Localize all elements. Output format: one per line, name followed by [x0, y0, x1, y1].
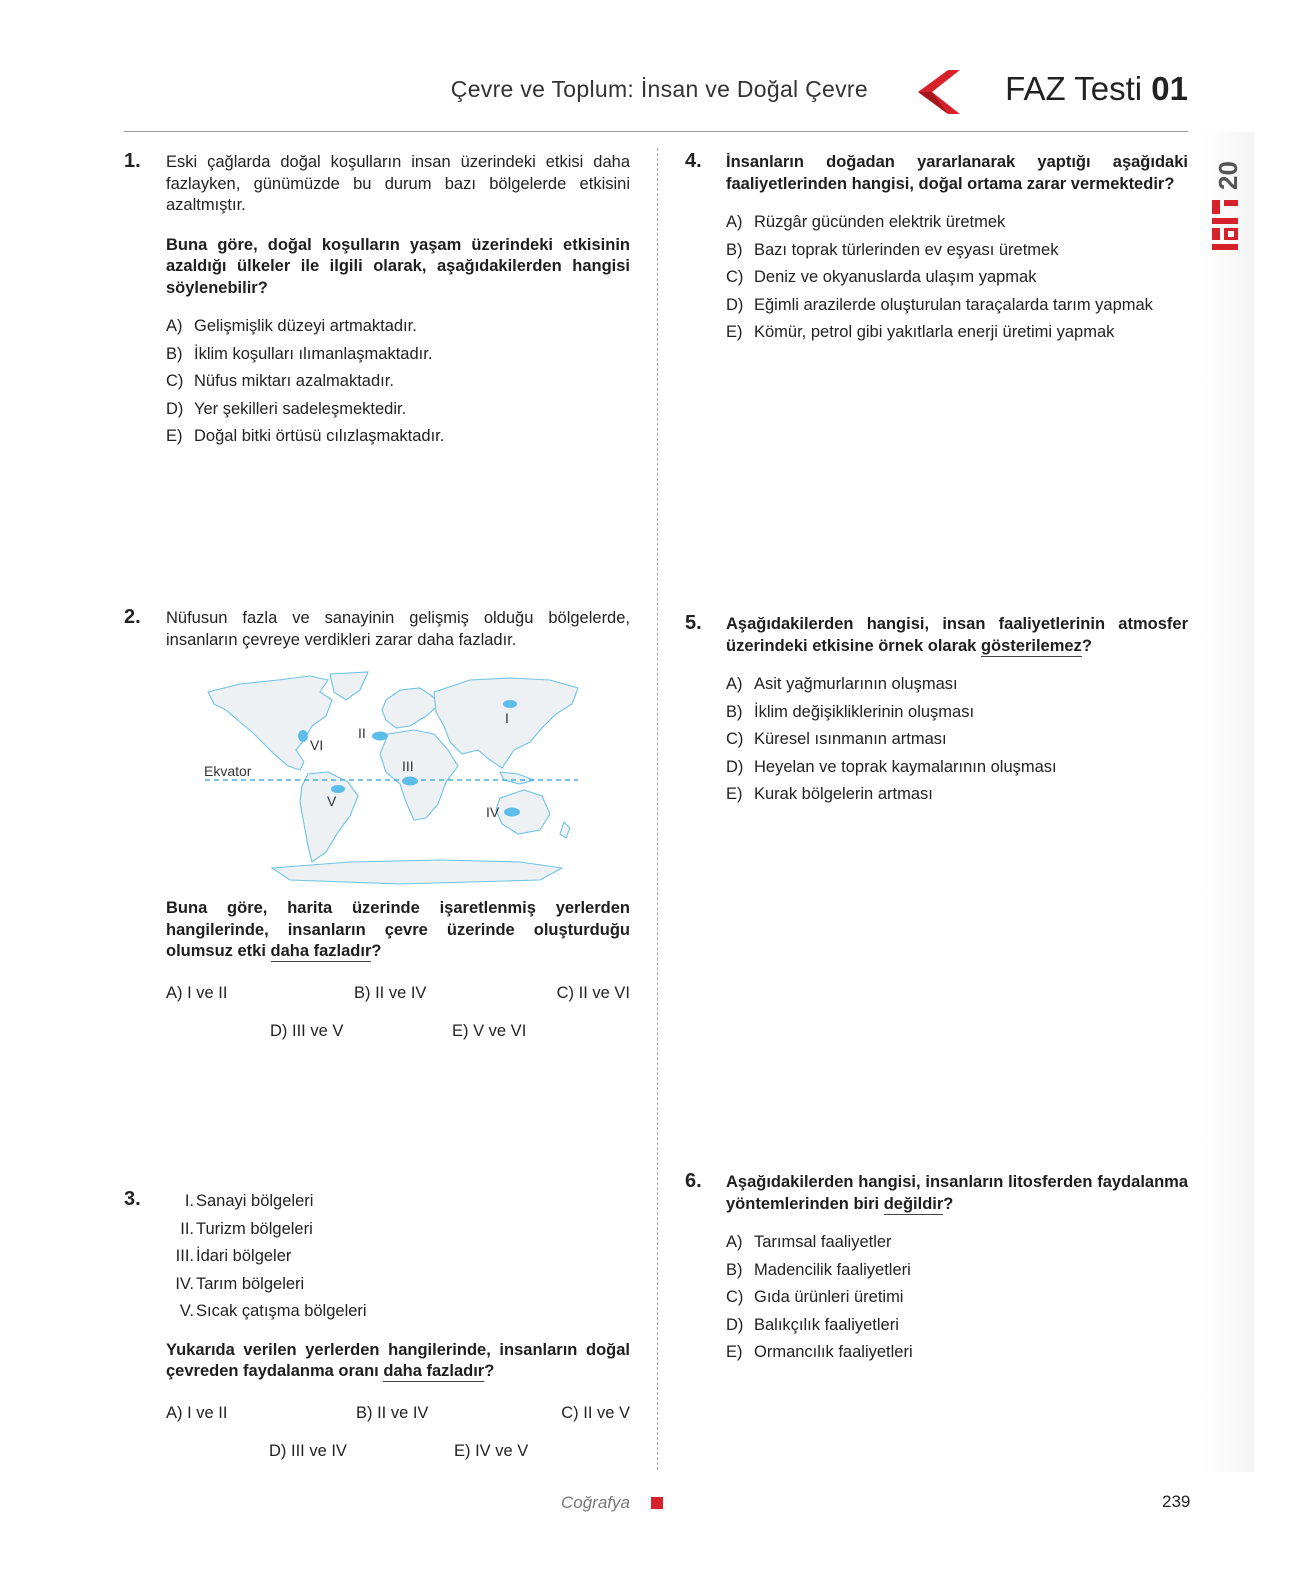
column-divider: [657, 148, 658, 1470]
marker-vi: [298, 730, 308, 742]
question-6-prompt: Aşağıdakilerden hangisi, insanların litosferden faydalanma yöntemlerinden biri değildir?: [726, 1173, 1188, 1213]
marker-label-iii: III: [402, 758, 414, 774]
question-4-number: 4.: [685, 150, 702, 172]
option-d[interactable]: D) Yer şekilleri sadeleşmektedir.: [166, 399, 407, 418]
option-e[interactable]: E) Doğal bitki örtüsü cılızlaşmaktadır.: [166, 427, 445, 445]
question-5: [726, 614, 1188, 809]
option-a[interactable]: A) Rüzgâr gücünden elektrik üretmek: [726, 213, 1006, 231]
option-a[interactable]: A) Tarımsal faaliyetler: [726, 1233, 892, 1251]
question-1-stem: Eski çağlarda doğal koşulların insan üzerindeki etkisi daha fazlayken, günümüzde bu durum bazı bölgelerde etkisini azaltmıştır.: [166, 153, 630, 214]
question-5-prompt: Aşağıdakilerden hangisi, insan faaliyetlerinin atmosfer üzerindeki etkisine örnek olarak gösterilemez?: [726, 615, 1188, 655]
header-subtitle: Çevre ve Toplum: İnsan ve Doğal Çevre: [450, 76, 868, 102]
question-1-options: [166, 313, 630, 451]
marker-label-v: V: [327, 793, 337, 809]
statement-iii: III. İdari bölgeler: [175, 1247, 292, 1265]
option-e[interactable]: E) Ormancılık faaliyetleri: [726, 1343, 913, 1361]
side-tab: [1200, 132, 1254, 1472]
question-6-options: [726, 1229, 1188, 1367]
header-divider: [124, 131, 1188, 132]
page-number: 239: [1162, 1492, 1191, 1511]
marker-iv: [504, 808, 520, 817]
question-2-prompt: Buna göre, harita üzerinde işaretlenmiş yerlerden hangilerinde, insanların çevre üzerinde oluşturduğu olumsuz etki daha fazladır?: [166, 899, 630, 960]
side-tab-number: 20: [1213, 161, 1243, 190]
option-c[interactable]: C) Gıda ürünleri üretimi: [726, 1288, 904, 1306]
marker-label-ii: II: [358, 725, 366, 741]
marker-ii: [372, 732, 388, 741]
equator-label: Ekvator: [204, 763, 252, 779]
test-number: 01: [1151, 70, 1188, 107]
test-title-prefix: FAZ Testi: [1005, 70, 1143, 107]
marker-v: [331, 785, 345, 793]
question-6: [726, 1172, 1188, 1367]
question-2-body: [166, 898, 630, 1063]
question-1-prompt: Buna göre, doğal koşulların yaşam üzerindeki etkisinin azaldığı ülkeler ile ilgili olarak, aşağıdakilerden hangisi söylenebilir?: [166, 235, 630, 297]
question-5-options: [726, 671, 1188, 809]
question-4: [726, 152, 1188, 347]
question-3-prompt: Yukarıda verilen yerlerden hangilerinde, insanların doğal çevreden faydalanma oranı daha fazladır?: [166, 1340, 630, 1380]
option-b[interactable]: B) Madencilik faaliyetleri: [726, 1260, 911, 1279]
option-b[interactable]: B) Bazı toprak türlerinden ev eşyası üretmek: [726, 240, 1059, 259]
option-b[interactable]: B) İklim koşulları ılımanlaşmaktadır.: [166, 344, 433, 363]
question-2-options: [166, 983, 630, 1063]
option-a[interactable]: A) Gelişmişlik düzeyi artmaktadır.: [166, 317, 417, 335]
question-2: [166, 608, 630, 651]
question-2-number: 2.: [124, 606, 141, 628]
question-4-prompt: İnsanların doğadan yararlanarak yaptığı aşağıdaki faaliyetlerinden hangisi, doğal ortama zarar vermektedir?: [726, 153, 1188, 193]
option-c[interactable]: C) Küresel ısınmanın artması: [726, 730, 947, 748]
statement-i: I. Sanayi bölgeleri: [184, 1192, 314, 1210]
marker-i: [503, 700, 517, 708]
option-c[interactable]: C) II ve V: [561, 1403, 630, 1422]
chevron-left-icon: [910, 68, 960, 116]
question-1: [166, 152, 630, 451]
question-3-number: 3.: [124, 1188, 141, 1210]
question-5-number: 5.: [685, 612, 702, 634]
option-d[interactable]: D) III ve IV: [269, 1441, 347, 1460]
page-header: [124, 62, 1188, 134]
option-e[interactable]: E) Kurak bölgelerin artması: [726, 785, 933, 803]
world-map-graphic: [200, 670, 600, 900]
question-3-items: [166, 1188, 630, 1326]
question-2-stem: Nüfusun fazla ve sanayinin gelişmiş olduğu bölgelerde, insanların çevreye verdikleri zarar daha fazladır.: [166, 609, 630, 649]
option-a[interactable]: A) I ve II: [166, 1403, 228, 1422]
emphasis-underline: gösterilemez: [980, 636, 1082, 655]
option-b[interactable]: B) İklim değişikliklerinin oluşması: [726, 702, 975, 721]
option-b[interactable]: B) II ve IV: [356, 1403, 429, 1422]
option-b[interactable]: B) II ve IV: [354, 983, 427, 1002]
option-d[interactable]: D) Balıkçılık faaliyetleri: [726, 1315, 899, 1334]
option-d[interactable]: D) Eğimli arazilerde oluşturulan taraçalarda tarım yapmak: [726, 295, 1153, 314]
question-1-number: 1.: [124, 150, 141, 172]
test-title: [1005, 70, 1188, 108]
option-d[interactable]: D) III ve V: [270, 1021, 344, 1040]
faz-logo-icon: [1210, 198, 1240, 252]
question-3-options: [166, 1403, 630, 1483]
option-a[interactable]: A) Asit yağmurlarının oluşması: [726, 675, 958, 693]
statement-ii: II. Turizm bölgeleri: [180, 1219, 313, 1238]
option-e[interactable]: E) V ve VI: [452, 1021, 527, 1040]
option-c[interactable]: C) II ve VI: [556, 983, 630, 1002]
footer-subject: Coğrafya: [561, 1493, 630, 1512]
marker-label-vi: VI: [310, 737, 324, 753]
emphasis-underline: daha fazladır: [270, 942, 372, 960]
emphasis-underline: daha fazladır: [383, 1362, 485, 1380]
option-c[interactable]: C) Nüfus miktarı azalmaktadır.: [166, 372, 394, 390]
option-e[interactable]: E) Kömür, petrol gibi yakıtlarla enerji üretimi yapmak: [726, 323, 1115, 341]
marker-label-i: I: [505, 710, 509, 726]
option-e[interactable]: E) IV ve V: [454, 1441, 529, 1460]
option-a[interactable]: A) I ve II: [166, 983, 228, 1002]
option-c[interactable]: C) Deniz ve okyanuslarda ulaşım yapmak: [726, 268, 1037, 286]
statement-v: V. Sıcak çatışma bölgeleri: [179, 1302, 367, 1320]
question-3: [166, 1188, 630, 1483]
statement-iv: IV. Tarım bölgeleri: [175, 1274, 305, 1293]
marker-label-iv: IV: [486, 804, 500, 820]
marker-iii: [402, 777, 418, 786]
footer-square-icon: [651, 1497, 663, 1509]
question-4-options: [726, 209, 1188, 347]
option-d[interactable]: D) Heyelan ve toprak kaymalarının oluşması: [726, 757, 1057, 776]
question-6-number: 6.: [685, 1170, 702, 1192]
emphasis-underline: değildir: [883, 1194, 944, 1213]
world-map: [200, 670, 600, 900]
